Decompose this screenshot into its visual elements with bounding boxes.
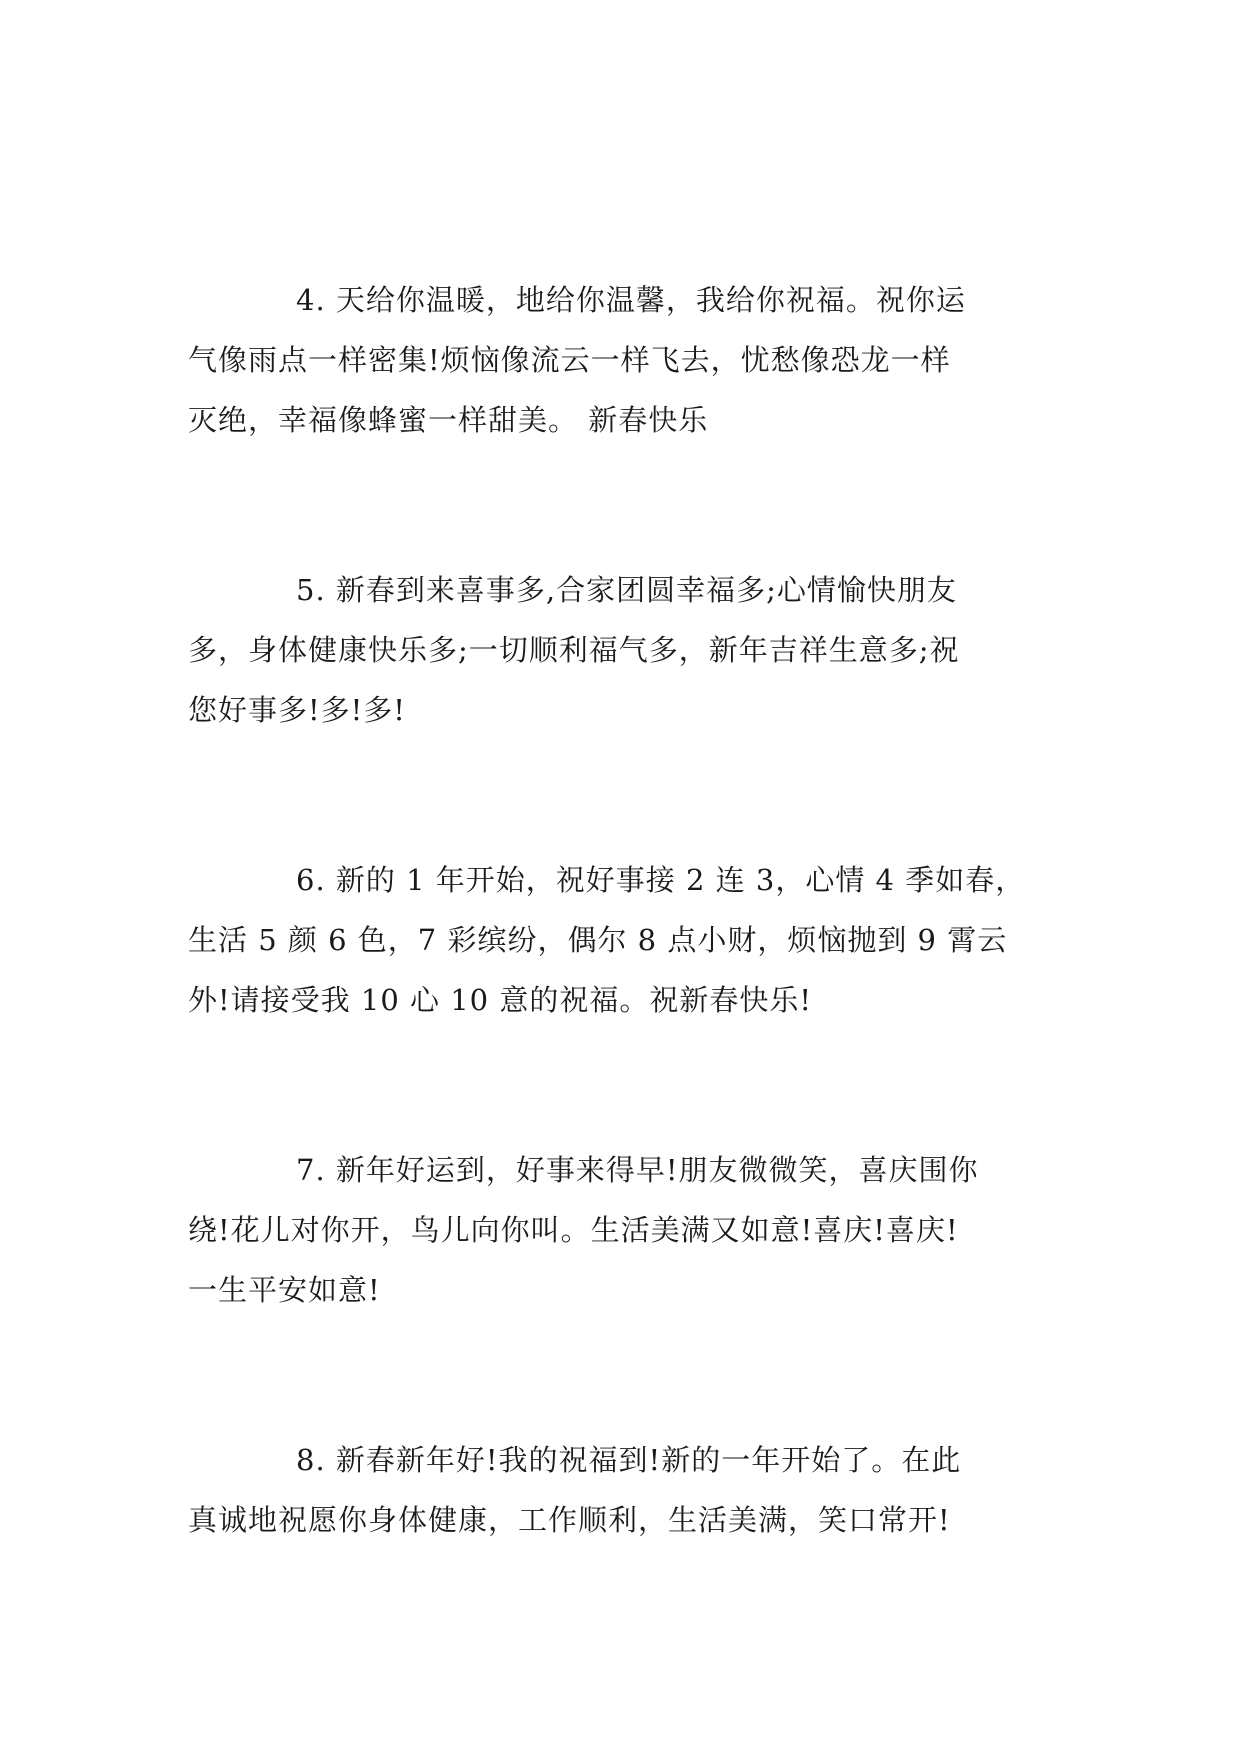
paragraph-5 [188, 560, 1048, 740]
paragraph-line: 一生平安如意! [188, 1273, 381, 1307]
paragraph-line: 绕!花儿对你开，鸟儿向你叫。生活美满又如意!喜庆!喜庆! [188, 1213, 959, 1247]
paragraph-line: 多，身体健康快乐多;一切顺利福气多，新年吉祥生意多;祝 [188, 633, 960, 667]
paragraph-line: 4. 天给你温暖，地给你温馨，我给你祝福。祝你运 [296, 283, 966, 317]
paragraph-7 [188, 1140, 1048, 1320]
paragraph-6 [188, 850, 1048, 1030]
paragraph-line: 5. 新春到来喜事多,合家团圆幸福多;心情愉快朋友 [296, 573, 957, 607]
paragraph-4 [188, 270, 1048, 450]
paragraph-line: 灭绝，幸福像蜂蜜一样甜美。 新春快乐 [188, 403, 709, 437]
paragraph-line: 8. 新春新年好!我的祝福到!新的一年开始了。在此 [296, 1443, 962, 1477]
paragraph-8 [188, 1430, 1048, 1550]
paragraph-line: 7. 新年好运到，好事来得早!朋友微微笑，喜庆围你 [296, 1153, 979, 1187]
paragraph-line: 6. 新的 1 年开始，祝好事接 2 连 3，心情 4 季如春， [296, 863, 1026, 897]
paragraph-line: 外!请接受我 10 心 10 意的祝福。祝新春快乐! [188, 983, 812, 1017]
paragraph-line: 生活 5 颜 6 色，7 彩缤纷，偶尔 8 点小财，烦恼抛到 9 霄云 [188, 923, 1008, 957]
paragraph-line: 真诚地祝愿你身体健康，工作顺利，生活美满，笑口常开! [188, 1503, 951, 1537]
paragraph-line: 您好事多!多!多! [188, 693, 406, 727]
paragraph-line: 气像雨点一样密集!烦恼像流云一样飞去，忧愁像恐龙一样 [188, 343, 951, 377]
